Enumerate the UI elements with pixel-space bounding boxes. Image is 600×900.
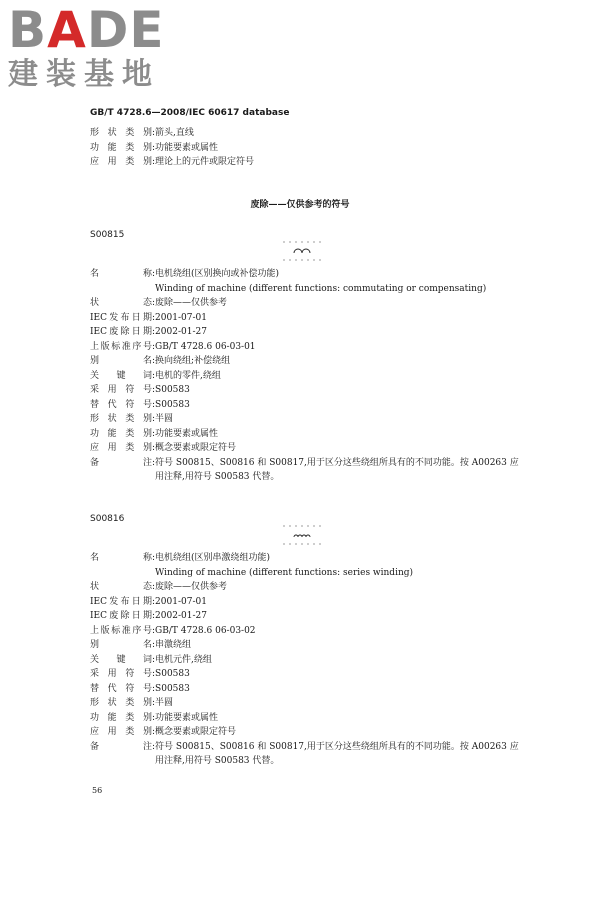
field-label: 关键词 (90, 370, 152, 381)
field-value: 2002-01-27 (155, 327, 207, 337)
field-value: 废除——仅供参考 (155, 298, 228, 308)
field-label: 采用符号 (90, 385, 152, 395)
field-label: 采用符号 (90, 669, 152, 679)
field-label: 功能类别 (90, 712, 152, 723)
field-label: 应用类别 (90, 157, 152, 167)
field-value: S00583 (155, 385, 190, 395)
field-value: 概念要素或限定符号 (155, 443, 237, 453)
field-label: 替代符号 (90, 683, 152, 694)
field-value: S00583 (155, 399, 190, 410)
field-value: 符号 S00815、S00816 和 S00817,用于区分这些绕组所具有的不同功能。按 A00263 应 (155, 457, 519, 468)
field-label: 别名 (90, 640, 152, 650)
field-value: 半圆 (155, 414, 174, 424)
logo-chinese: 建装基地 (8, 57, 160, 92)
entry-name-english: Winding of machine (different functions: commutating or compensating) (155, 283, 487, 294)
field-label: 备注 (90, 741, 152, 752)
entry-row: 形状类别:半圆 (90, 414, 174, 424)
field-label: 功能类别 (90, 428, 152, 439)
field-label: 形状类别 (90, 128, 152, 138)
entry-row: 形状类别:半圆 (90, 698, 174, 708)
field-value: 半圆 (155, 698, 174, 708)
field-value: S00583 (155, 683, 190, 694)
field-label: 形状类别 (90, 414, 152, 424)
field-value: GB/T 4728.6 06-03-02 (155, 625, 256, 636)
field-label: 状态 (90, 582, 152, 592)
field-label: 上版标准序号 (90, 341, 152, 352)
field-label: 状态 (90, 298, 152, 308)
field-label: 应用类别 (90, 443, 152, 453)
entry-row: 状态:废除——仅供参考 (90, 298, 228, 308)
entry-name: 名称:电机绕组(区别换向或补偿功能) (90, 269, 280, 279)
field-label: 应用类别 (90, 727, 152, 737)
field-label: 上版标准序号 (90, 625, 152, 636)
field-label: IEC废除日期 (90, 327, 152, 337)
page-number: 56 (92, 786, 103, 795)
field-label: 别名 (90, 356, 152, 366)
entry-row: IEC废除日期:2002-01-27 (90, 611, 207, 621)
symbol-code: S00815 (90, 230, 125, 240)
entry-row: 别名:换向绕组;补偿绕组 (90, 356, 231, 366)
field-label: 关键词 (90, 654, 152, 665)
entry-row: 应用类别:概念要素或限定符号 (90, 443, 237, 453)
field-value: 电机元件,绕组 (155, 654, 212, 665)
entry-row: 别名:串激绕组 (90, 640, 192, 650)
note-continuation: 用注释,用符号 S00583 代替。 (155, 472, 280, 482)
field-value: 2001-07-01 (155, 312, 207, 323)
field-value: 电机绕组(区别串激绕组功能) (155, 553, 271, 563)
field-value: 串激绕组 (155, 640, 192, 650)
entry-row: 上版标准序号:GB/T 4728.6 06-03-01 (90, 341, 256, 352)
field-value: GB/T 4728.6 06-03-01 (155, 341, 256, 352)
field-value: 理论上的元件或限定符号 (155, 157, 255, 167)
entry-row: 备注:符号 S00815、S00816 和 S00817,用于区分这些绕组所具有的不同功能。按 A00263 应 (90, 457, 519, 468)
field-label: 替代符号 (90, 399, 152, 410)
field-value: 功能要素或属性 (155, 712, 219, 723)
field-label: 备注 (90, 457, 152, 468)
winding-commutating-icon (282, 240, 322, 262)
entry-row: IEC发布日期:2001-07-01 (90, 596, 207, 607)
field-label: 功能类别 (90, 142, 152, 153)
field-label: IEC发布日期 (90, 596, 152, 607)
symbol-code: S00816 (90, 514, 125, 524)
entry-row: 关键词:电机元件,绕组 (90, 654, 212, 665)
field-value: 功能要素或属性 (155, 428, 219, 439)
entry-row: IEC废除日期:2002-01-27 (90, 327, 207, 337)
entry-row: 替代符号:S00583 (90, 683, 190, 694)
field-value: 符号 S00815、S00816 和 S00817,用于区分这些绕组所具有的不同功能。按 A00263 应 (155, 741, 519, 752)
field-value: 功能要素或属性 (155, 142, 219, 153)
field-value: S00583 (155, 669, 190, 679)
entry-row: 状态:废除——仅供参考 (90, 582, 228, 592)
entry-row: 采用符号:S00583 (90, 385, 190, 395)
intro-row: 形状类别:箭头,直线 (90, 128, 194, 138)
intro-row: 应用类别:理论上的元件或限定符号 (90, 157, 255, 167)
entry-name-english: Winding of machine (different functions: series winding) (155, 567, 414, 578)
entry-name: 名称:电机绕组(区别串激绕组功能) (90, 553, 271, 563)
field-value: 2001-07-01 (155, 596, 207, 607)
entry-row: 采用符号:S00583 (90, 669, 190, 679)
field-label: IEC废除日期 (90, 611, 152, 621)
field-label: 名称 (90, 553, 152, 563)
logo-wordmark: BADE (8, 1, 165, 59)
intro-row: 功能类别:功能要素或属性 (90, 142, 219, 153)
entry-row: 应用类别:概念要素或限定符号 (90, 727, 237, 737)
brand-logo (8, 1, 178, 94)
field-value: 电机绕组(区别换向或补偿功能) (155, 269, 280, 279)
section-title: 废除——仅供参考的符号 (250, 200, 350, 210)
winding-series-icon (282, 524, 322, 546)
field-value: 概念要素或限定符号 (155, 727, 237, 737)
field-label: 形状类别 (90, 698, 152, 708)
field-label: IEC发布日期 (90, 312, 152, 323)
entry-row: 功能类别:功能要素或属性 (90, 712, 219, 723)
entry-row: 关键词:电机的零件,绕组 (90, 370, 221, 381)
field-label: 名称 (90, 269, 152, 279)
entry-row: 替代符号:S00583 (90, 399, 190, 410)
entry-row: 备注:符号 S00815、S00816 和 S00817,用于区分这些绕组所具有的不同功能。按 A00263 应 (90, 741, 519, 752)
field-value: 箭头,直线 (155, 128, 194, 138)
field-value: 换向绕组;补偿绕组 (155, 356, 231, 366)
field-value: 废除——仅供参考 (155, 582, 228, 592)
entry-row: IEC发布日期:2001-07-01 (90, 312, 207, 323)
page-header: GB/T 4728.6—2008/IEC 60617 database (90, 108, 290, 118)
entry-row: 上版标准序号:GB/T 4728.6 06-03-02 (90, 625, 256, 636)
field-value: 2002-01-27 (155, 611, 207, 621)
entry-row: 功能类别:功能要素或属性 (90, 428, 219, 439)
note-continuation: 用注释,用符号 S00583 代替。 (155, 756, 280, 766)
field-value: 电机的零件,绕组 (155, 370, 221, 381)
